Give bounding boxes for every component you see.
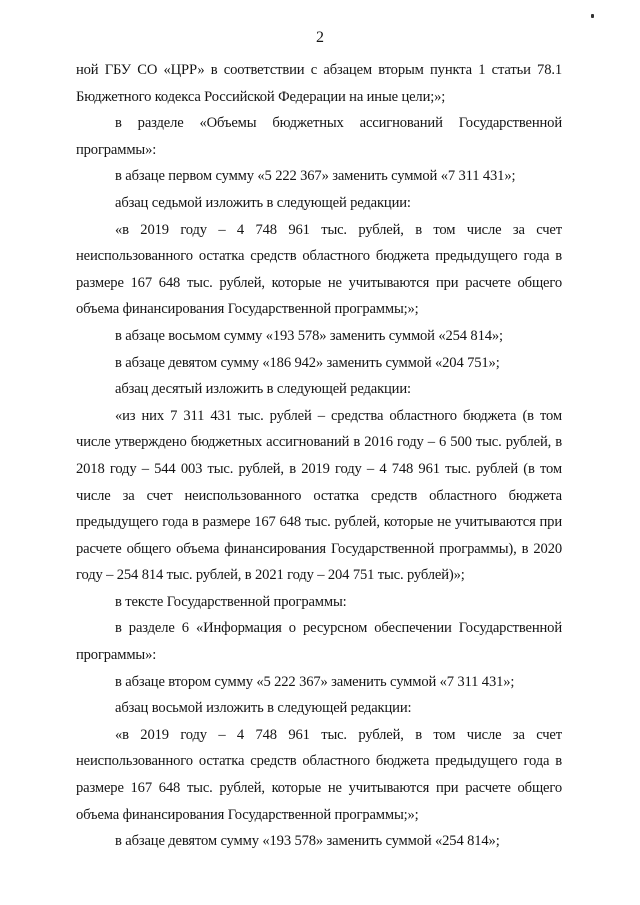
scan-speck — [591, 14, 594, 18]
page-number: 2 — [316, 29, 324, 46]
paragraph: абзац восьмой изложить в следующей редакции: — [115, 700, 412, 717]
paragraph: в абзаце первом сумму «5 222 367» заменить суммой «7 311 431»; — [115, 168, 516, 185]
paragraph: ной ГБУ СО «ЦРР» в соответствии с абзацем вторым пункта 1 статьи 78.1 Бюджетного кодекса Российской Федерации на иные цели;»; — [76, 62, 562, 105]
paragraph: «из них 7 311 431 тыс. рублей – средства областного бюджета (в том числе утверждено бюджетных ассигнований в 2016 году – 6 500 тыс. рублей, в 2018 году – 544 003 тыс. рублей, в 2019 году – 4 748 961 тыс. рублей (в том числе за счет неиспользованного остатка средств областного бюджета предыдущего года в размере 167 648 тыс. рублей, которые не учитываются при расчете общего объема финансирования Государственной программы), в 2020 году – 254 814 тыс. рублей, в 2021 году – 204 751 тыс. рублей)»; — [76, 407, 562, 584]
paragraph: в абзаце втором сумму «5 222 367» заменить суммой «7 311 431»; — [115, 673, 515, 690]
document-body — [76, 57, 562, 855]
paragraph: в абзаце девятом сумму «193 578» заменить суммой «254 814»; — [115, 833, 500, 850]
paragraph: в разделе 6 «Информация о ресурсном обеспечении Государственной программы»: — [76, 620, 562, 664]
paragraph: в разделе «Объемы бюджетных ассигнований Государственной программы»: — [76, 115, 562, 158]
paragraph: «в 2019 году – 4 748 961 тыс. рублей, в том числе за счет неиспользованного остатка средств областного бюджета предыдущего года в размере 167 648 тыс. рублей, которые не учитываются при расчете общего объема финансирования Государственной программы;»; — [76, 726, 562, 823]
paragraph: абзац десятый изложить в следующей редакции: — [115, 381, 411, 398]
paragraph: в абзаце восьмом сумму «193 578» заменить суммой «254 814»; — [115, 327, 503, 344]
paragraph: в тексте Государственной программы: — [115, 593, 347, 610]
paragraph: «в 2019 году – 4 748 961 тыс. рублей, в том числе за счет неиспользованного остатка средств областного бюджета предыдущего года в размере 167 648 тыс. рублей, которые не учитываются при расчете общего объема финансирования Государственной программы;»; — [76, 221, 562, 318]
paragraph: в абзаце девятом сумму «186 942» заменить суммой «204 751»; — [115, 354, 500, 371]
paragraph: абзац седьмой изложить в следующей редакции: — [115, 194, 411, 211]
